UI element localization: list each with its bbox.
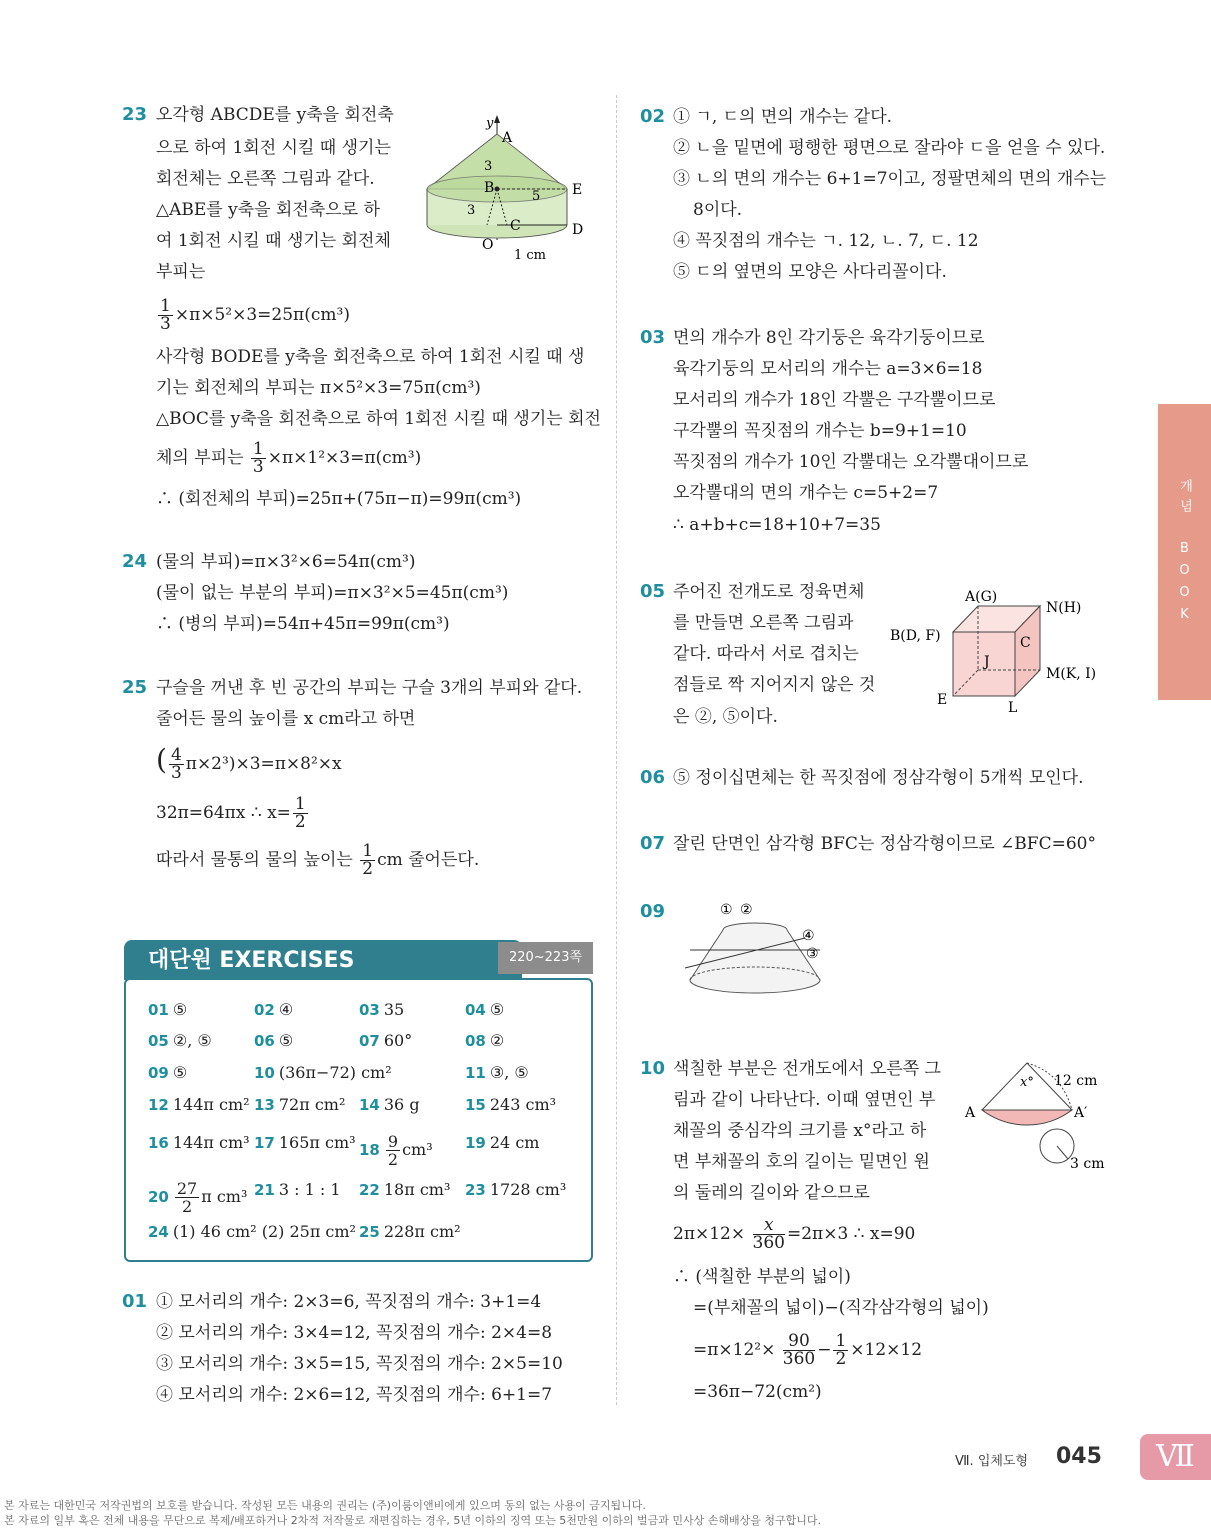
figure-label: B(D, F) (890, 628, 941, 644)
answer-value: (1) 46 cm² (2) 25π cm² (172, 1222, 356, 1241)
answer-item (254, 1000, 293, 1019)
figure-label: N(H) (1046, 600, 1082, 616)
answer-item (148, 1222, 356, 1241)
text-line: 여 1회전 시킬 때 생기는 회전체 (156, 231, 391, 251)
equation-text: 2π×12× (673, 1224, 746, 1244)
answer-value: 24 cm (489, 1133, 540, 1152)
answer-item (465, 1133, 539, 1152)
equation: 따라서 물통의 물의 높이는 $\frac{1}{2}$ cm 줄어든다. (156, 841, 480, 879)
text-line: 모서리의 개수가 18인 각뿔은 구각뿔이므로 (673, 390, 996, 410)
figure-label: ① (720, 902, 733, 918)
text-line: △ABE를 y축을 회전축으로 하 (156, 200, 380, 220)
equation: =π×12²× $\frac{90}{360}$ − $\frac{1}{2}$ ×12×12 (693, 1331, 923, 1369)
equation-text: 따라서 물통의 물의 높이는 (156, 850, 353, 870)
equation: 체의 부피는 $\frac{1}{3}$ ×π×1²×3=π(cm³) (156, 439, 422, 477)
figure-label: 1 cm (514, 248, 547, 263)
text-line: ⑤ ㄷ의 옆면의 모양은 사다리꼴이다. (673, 262, 947, 282)
problem-number: 23 (122, 104, 148, 125)
equation-text: ×π×1²×3=π(cm³) (267, 448, 422, 468)
answer-number: 11 (465, 1064, 486, 1082)
answer-item (254, 1095, 345, 1114)
text-line: ③ ㄴ의 면의 개수는 6+1=7이고, 정팔면체의 면의 개수는 (673, 169, 1107, 189)
equation: $\frac{1}{3}$ ×π×5²×3=25π(cm³) (160, 296, 350, 334)
cylinder-cone-figure (422, 112, 607, 267)
equation-text: =2π×3 ∴ x=90 (786, 1224, 916, 1244)
text-line: 사각형 BODE를 y축을 회전축으로 하여 1회전 시킬 때 생 (156, 347, 585, 367)
text-line: 잘린 단면인 삼각형 BFC는 정삼각형이므로 ∠BFC=60° (673, 834, 1096, 854)
answer-number: 19 (465, 1134, 486, 1152)
figure-label: ② (740, 902, 753, 918)
text-line: 회전체는 오른쪽 그림과 같다. (156, 169, 375, 189)
answer-item (148, 1031, 212, 1050)
figure-label: C (510, 218, 521, 234)
text-line: 같다. 따라서 서로 겹치는 (673, 644, 859, 664)
text-line: 면의 개수가 8인 각기둥은 육각기둥이므로 (673, 328, 985, 348)
answer-item (254, 1180, 341, 1199)
equation-text: π×2³)×3=π×8²×x (185, 754, 342, 774)
answer-item (465, 1031, 504, 1050)
answer-number: 17 (254, 1134, 275, 1152)
answer-item (359, 1095, 420, 1114)
text-line: △BOC를 y축을 회전축으로 하여 1회전 시킬 때 생기는 회전 (156, 409, 601, 429)
figure-label: M(K, I) (1046, 666, 1097, 682)
answer-value: 60° (383, 1031, 413, 1050)
figure-label: ④ (802, 928, 815, 944)
figure-label: O (482, 237, 494, 253)
answer-value: 72π cm² (278, 1095, 346, 1114)
answer-number: 06 (254, 1032, 275, 1050)
column-divider (616, 95, 617, 1405)
answer-item (465, 1063, 529, 1082)
text-line: 줄어든 물의 높이를 x cm라고 하면 (156, 709, 416, 729)
problem-number: 24 (122, 551, 148, 572)
figure-label: A (502, 130, 513, 146)
answer-value: 1728 cm³ (489, 1180, 567, 1199)
text-line: ① 모서리의 개수: 2×3=6, 꼭짓점의 개수: 3+1=4 (156, 1292, 542, 1312)
problem-number: 01 (122, 1291, 148, 1312)
equation-text: 체의 부피는 (156, 448, 244, 468)
answer-value: ⑤ (172, 1000, 188, 1019)
chapter-badge: Ⅶ (1140, 1434, 1211, 1480)
answer-item (254, 1063, 392, 1082)
text-line: 를 만들면 오른쪽 그림과 (673, 613, 854, 633)
figure-label: 3 cm (1070, 1156, 1105, 1172)
problem-number: 06 (640, 767, 666, 788)
text-line: 구슬을 꺼낸 후 빈 공간의 부피는 구슬 3개의 부피와 같다. (156, 678, 583, 698)
figure-label: ③ (806, 946, 819, 962)
answer-number: 22 (359, 1181, 380, 1199)
answer-item (359, 1031, 412, 1050)
figure-label: D (572, 222, 584, 238)
figure-label: J (984, 654, 990, 670)
answer-item (465, 1000, 504, 1019)
copyright-line: 본 자료는 대한민국 저작권법의 보호를 받습니다. 작성된 모든 내용의 권리는 (주)이룸이앤비에게 있으며 동의 없는 사용이 금지됩니다. (4, 1499, 646, 1512)
answer-number: 16 (148, 1134, 169, 1152)
section-label: Ⅶ. 입체도형 (955, 1454, 1029, 1469)
text-line: (물이 없는 부분의 부피)=π×3²×5=45π(cm³) (156, 583, 509, 603)
text-line: 기는 회전체의 부피는 π×5²×3=75π(cm³) (156, 378, 481, 398)
problem-number: 02 (640, 106, 666, 127)
text-line: ② ㄴ을 밑면에 평행한 평면으로 잘라야 ㄷ을 얻을 수 있다. (673, 138, 1106, 158)
figure-label: 3 (484, 159, 493, 174)
text-line: 으로 하여 1회전 시킬 때 생기는 (156, 138, 391, 158)
answer-item (359, 1222, 461, 1241)
answer-item (148, 1000, 187, 1019)
text-line: =(부채꼴의 넓이)−(직각삼각형의 넓이) (693, 1298, 989, 1318)
figure-label: E (572, 182, 583, 198)
figure-label: y (486, 116, 494, 131)
answer-item (148, 1095, 250, 1114)
answer-value: ⑤ (489, 1000, 505, 1019)
text-line: =36π−72(cm²) (693, 1382, 822, 1402)
figure-label: E (937, 692, 948, 708)
equation: 2π×12× $\frac{x}{360}$ =2π×3 ∴ x=90 (673, 1215, 916, 1253)
answer-item (359, 1180, 450, 1199)
text-line: 면 부채꼴의 호의 길이는 밑면인 원 (673, 1152, 930, 1172)
answer-value: π cm³ (201, 1187, 248, 1206)
cube-figure (890, 584, 1115, 714)
answer-item (254, 1031, 293, 1050)
answer-number: 01 (148, 1001, 169, 1019)
answer-item (148, 1063, 187, 1082)
side-tab-label: 개념 BOOK (1177, 479, 1192, 629)
equation: ( $\frac{4}{3}$ π×2³)×3=π×8²×x (156, 743, 342, 783)
text-line: ∴ (회전체의 부피)=25π+(75π−π)=99π(cm³) (156, 489, 522, 509)
problem-number: 25 (122, 677, 148, 698)
text-line: 점들로 짝 지어지지 않은 것 (673, 675, 876, 695)
figure-label: x° (1020, 1075, 1034, 1090)
copyright-line: 본 자료의 일부 혹은 전체 내용을 무단으로 복제/배포하거나 2차적 저작물로 재편집하는 경우, 5년 이하의 징역 또는 5천만원 이하의 벌금과 민사상 손해배상을 청구합니다. (4, 1514, 822, 1527)
answer-value: 35 (383, 1000, 405, 1019)
text-line: 은 ②, ⑤이다. (673, 707, 778, 727)
answer-value: 144π cm³ (172, 1133, 250, 1152)
equation-text: 32π=64πx ∴ x= (156, 803, 291, 823)
text-line: 구각뿔의 꼭짓점의 개수는 b=9+1=10 (673, 421, 967, 441)
text-line: ∴ (병의 부피)=54π+45π=99π(cm³) (156, 614, 450, 634)
answer-value: 36 g (383, 1095, 420, 1114)
answer-number: 24 (148, 1223, 169, 1241)
figure-label: B (484, 180, 495, 196)
problem-number: 03 (640, 327, 666, 348)
equation: 32π=64πx ∴ x= $\frac{1}{2}$ (156, 794, 306, 832)
answer-number: 18 (359, 1141, 380, 1159)
answer-number: 08 (465, 1032, 486, 1050)
answer-value: 18π cm³ (383, 1180, 451, 1199)
equation-text: =π×12²× (693, 1340, 776, 1360)
answer-value: 144π cm² (172, 1095, 250, 1114)
side-tab (1158, 404, 1211, 700)
exercises-answer-box (124, 940, 593, 1258)
text-line: 림과 같이 나타난다. 이때 옆면인 부 (673, 1090, 936, 1110)
answers-panel (124, 978, 593, 1262)
answer-number: 23 (465, 1181, 486, 1199)
answer-item (254, 1133, 356, 1152)
answer-item (359, 1000, 404, 1019)
equation-text: ×π×5²×3=25π(cm³) (174, 305, 350, 325)
text-line: ④ 모서리의 개수: 2×6=12, 꼭짓점의 개수: 6+1=7 (156, 1385, 553, 1405)
text-line: 의 둘레의 길이와 같으므로 (673, 1183, 870, 1203)
answer-number: 25 (359, 1223, 380, 1241)
answer-number: 15 (465, 1096, 486, 1114)
text-line: ∴ a+b+c=18+10+7=35 (673, 515, 881, 535)
text-line: 꼭짓점의 개수가 10인 각뿔대는 오각뿔대이므로 (673, 452, 1029, 472)
answer-value: ⑤ (172, 1063, 188, 1082)
answer-value: 165π cm³ (278, 1133, 356, 1152)
answer-number: 20 (148, 1188, 169, 1206)
figure-label: 5 (532, 189, 541, 204)
answer-number: 13 (254, 1096, 275, 1114)
answer-item (465, 1180, 566, 1199)
answer-value: (36π−72) cm² (278, 1063, 392, 1082)
answer-number: 03 (359, 1001, 380, 1019)
text-line: (물의 부피)=π×3²×6=54π(cm³) (156, 552, 416, 572)
answer-number: 04 (465, 1001, 486, 1019)
answer-value: ⑤ (278, 1031, 294, 1050)
text-line: 8이다. (693, 200, 743, 220)
figure-label: C (1020, 635, 1031, 651)
page-range-badge: 220~223쪽 (498, 942, 593, 974)
text-line: 색칠한 부분은 전개도에서 오른쪽 그 (673, 1059, 941, 1079)
exercises-title: 대단원 EXERCISES (124, 940, 522, 980)
answer-value: ② (489, 1031, 505, 1050)
problem-number: 09 (640, 901, 666, 922)
answer-value: ④ (278, 1000, 294, 1019)
text-line: ③ 모서리의 개수: 3×5=15, 꼭짓점의 개수: 2×5=10 (156, 1354, 563, 1374)
text-line: ④ 꼭짓점의 개수는 ㄱ. 12, ㄴ. 7, ㄷ. 12 (673, 231, 979, 251)
answer-value: 228π cm² (383, 1222, 461, 1241)
frustum-figure (670, 898, 840, 1008)
text-line: 오각뿔대의 면의 개수는 c=5+2=7 (673, 483, 939, 503)
answer-number: 02 (254, 1001, 275, 1019)
answer-item (148, 1133, 250, 1152)
problem-number: 07 (640, 833, 666, 854)
figure-label: 3 (467, 203, 476, 218)
answer-item (465, 1095, 556, 1114)
answer-value: 243 cm³ (489, 1095, 557, 1114)
text-line: ② 모서리의 개수: 3×4=12, 꼭짓점의 개수: 2×4=8 (156, 1323, 553, 1343)
figure-label: A (965, 1105, 976, 1121)
equation-text: cm 줄어든다. (377, 850, 480, 870)
answer-number: 05 (148, 1032, 169, 1050)
answer-number: 21 (254, 1181, 275, 1199)
answer-number: 12 (148, 1096, 169, 1114)
answer-value: 3 : 1 : 1 (278, 1180, 341, 1199)
text-line: 채꼴의 중심각의 크기를 x°라고 하 (673, 1121, 927, 1141)
text-line: ∴ (색칠한 부분의 넓이) (673, 1267, 851, 1287)
text-line: 부피는 (156, 262, 206, 282)
answer-value: ③, ⑤ (489, 1063, 529, 1082)
problem-number: 10 (640, 1058, 666, 1079)
text-line: ⑤ 정이십면체는 한 꼭짓점에 정삼각형이 5개씩 모인다. (673, 768, 1084, 788)
text-line: ① ㄱ, ㄷ의 면의 개수는 같다. (673, 107, 893, 127)
text-line: 육각기둥의 모서리의 개수는 a=3×6=18 (673, 359, 983, 379)
answer-number: 07 (359, 1032, 380, 1050)
answer-number: 09 (148, 1064, 169, 1082)
sector-figure (962, 1058, 1112, 1178)
text-line: 오각형 ABCDE를 y축을 회전축 (156, 105, 394, 125)
figure-label: L (1008, 700, 1018, 714)
figure-label: A(G) (965, 589, 998, 605)
equation-text: ×12×12 (850, 1340, 923, 1360)
answer-item: 18 $\frac{9}{2}$ cm³ (359, 1132, 433, 1169)
figure-label: 12 cm (1054, 1073, 1098, 1089)
text-line: 주어진 전개도로 정육면체 (673, 582, 865, 602)
problem-number: 05 (640, 581, 666, 602)
answer-number: 14 (359, 1096, 380, 1114)
answer-value: cm³ (402, 1140, 433, 1159)
answer-value: ②, ⑤ (172, 1031, 212, 1050)
answer-item: 20 $\frac{27}{2}$ π cm³ (148, 1179, 248, 1216)
answer-number: 10 (254, 1064, 275, 1082)
page-number: 045 (1056, 1444, 1102, 1469)
figure-label: A′ (1074, 1105, 1088, 1121)
